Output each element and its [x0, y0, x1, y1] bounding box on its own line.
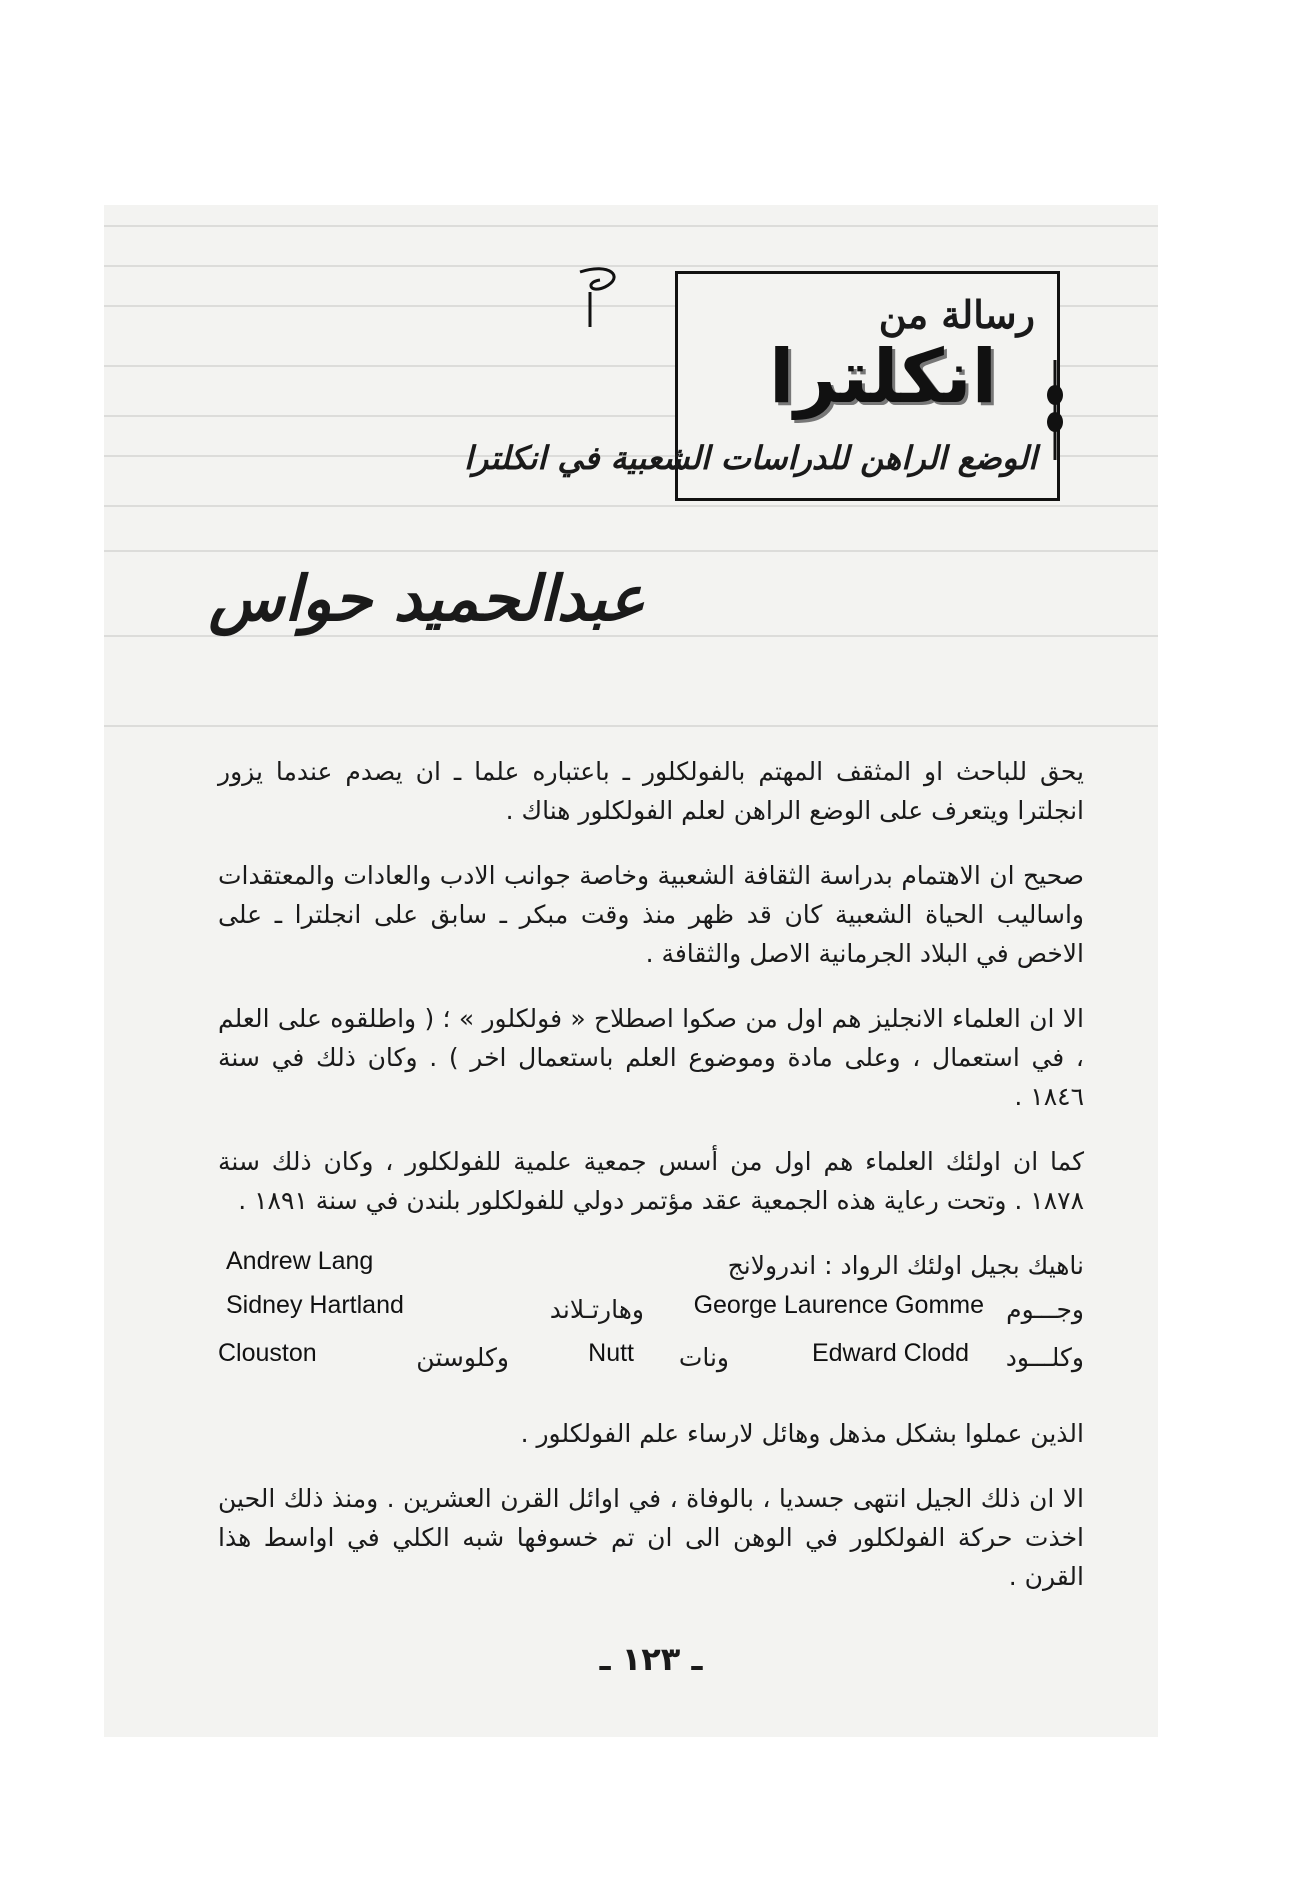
- page-number: ـ ١٢٣ ـ: [599, 1640, 703, 1678]
- name-andrew-lang: Andrew Lang: [226, 1247, 374, 1275]
- name-hartland: Sidney Hartland: [226, 1291, 404, 1319]
- paragraph-2: صحيح ان الاهتمام بدراسة الثقافة الشعبية وخاصة جوانب الادب والعادات والمعتقدات واساليب الحياة الشعبية كان قد ظهر منذ وقت مبكر ـ سابق على انجلترا ـ على الاخص في البلاد الجرمانية الاصل والثقافة .: [218, 861, 1084, 968]
- name-gomme: George Laurence Gomme: [693, 1291, 984, 1319]
- ornament-swirl-icon: [570, 262, 630, 332]
- header-subtitle: الوضع الراهن للدراسات الشعبية في انكلترا: [464, 439, 1037, 477]
- names-line-4: الذين عملوا بشكل مذهل وهائل لارساء علم الفولكلور .: [520, 1419, 1084, 1448]
- article-header-box: [464, 271, 1060, 501]
- names-line-3c: وكلوستن: [416, 1343, 509, 1372]
- article-body: [218, 752, 1084, 1622]
- names-line-2a: وجـــوم: [1006, 1295, 1084, 1324]
- paragraph-1: يحق للباحث او المثقف المهتم بالفولكلور ـ باعتباره علما ـ ان يصدم عندما يزور انجلترا ويتعرف على الوضع الراهن لعلم الفولكلور هناك .: [218, 757, 1084, 825]
- founders-list: [218, 1246, 1084, 1406]
- names-line-3a: وكلـــود: [1005, 1343, 1084, 1372]
- names-line-3b: ونات: [678, 1343, 729, 1372]
- name-nutt: Nutt: [588, 1339, 634, 1367]
- author-name: عبدالحميد حواس: [208, 562, 645, 635]
- name-clouston: Clouston: [218, 1339, 317, 1367]
- header-country: انكلترا: [769, 334, 997, 420]
- paragraph-4: كما ان اولئك العلماء هم اول من أسس جمعية علمية للفولكلور ، وكان ذلك سنة ١٨٧٨ . وتحت رعاية هذه الجمعية عقد مؤتمر دولي للفولكلور بلندن في سنة ١٨٩١ .: [218, 1147, 1084, 1215]
- names-line-1: ناهيك بجيل اولئك الرواد : اندرولانج: [727, 1251, 1084, 1280]
- header-prefix: رسالة من: [878, 292, 1035, 337]
- name-clodd: Edward Clodd: [811, 1339, 969, 1367]
- names-line-2b: وهارتـلاند: [549, 1295, 644, 1324]
- paragraph-3: الا ان العلماء الانجليز هم اول من صكوا اصطلاح « فولكلور » ؛ ( واطلقوه على العلم ، في استعمال ، وعلى مادة وموضوع العلم باستعمال اخر ) . وكان ذلك في سنة ١٨٤٦ .: [218, 1004, 1084, 1111]
- paragraph-last: الا ان ذلك الجيل انتهى جسديا ، بالوفاة ، في اوائل القرن العشرين . ومنذ ذلك الحين اخذت حركة الفولكلور في الوهن الى ان تم خسوفها شبه الكلي في اواسط هذا القرن .: [218, 1484, 1084, 1591]
- ornament-beads-icon: [1040, 360, 1070, 460]
